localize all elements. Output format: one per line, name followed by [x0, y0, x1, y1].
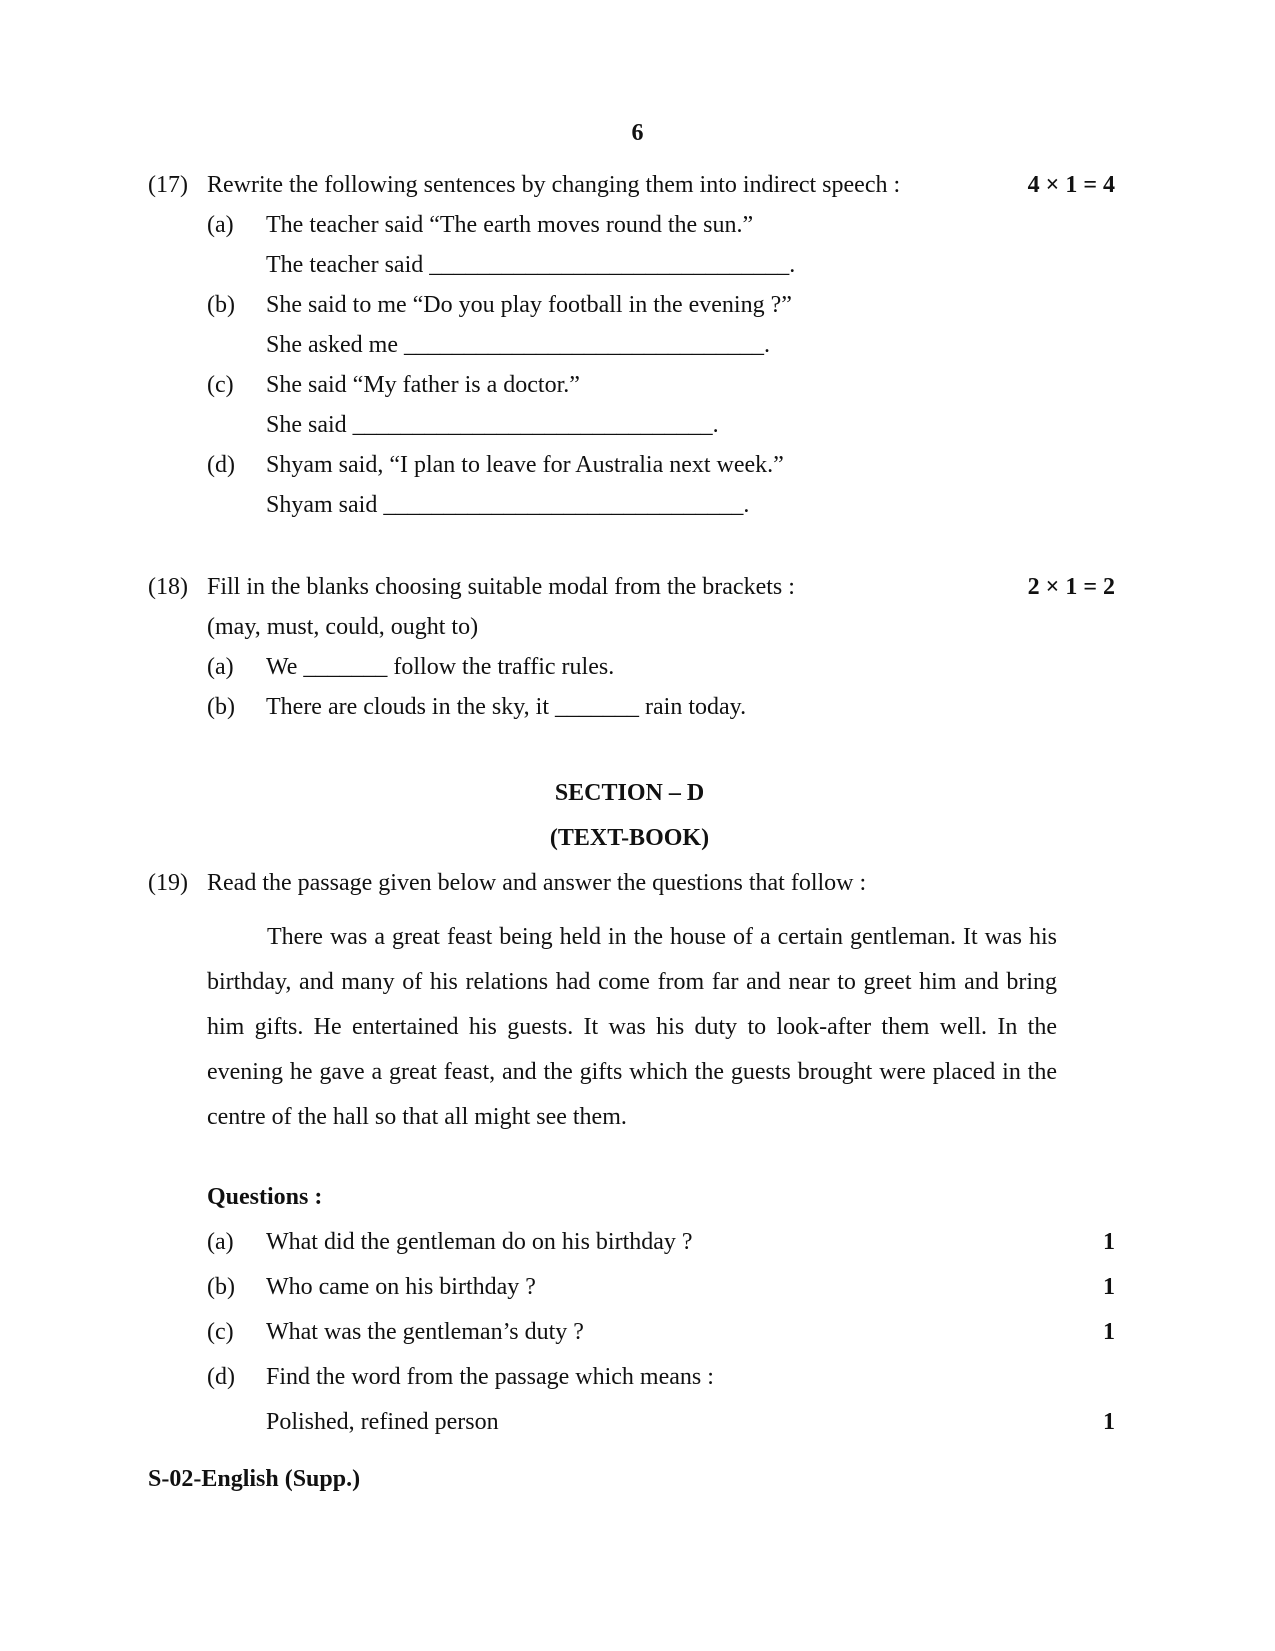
q19-question-text: What did the gentleman do on his birthday ? [266, 1229, 693, 1255]
q17-item-direct: Shyam said, “I plan to leave for Australia next week.” [266, 452, 784, 478]
section-title: SECTION – D [554, 780, 705, 806]
q17-item-answer: She asked me ______________________________. [266, 332, 770, 358]
q18-item-label: (b) [207, 694, 235, 720]
q18-options: (may, must, could, ought to) [207, 614, 479, 640]
q19-passage: There was a great feast being held in the house of a certain gentleman. It was his birthday, and many of his relations had come from far and near to greet him and bring him gifts. He entertained his guests. It was his duty to look-after them well. In the evening he gave a great feast, and the gifts which the guests brought were placed in the centre of the hall so that all might see them. [207, 924, 1057, 1130]
q17-item-direct: The teacher said “The earth moves round the sun.” [266, 212, 754, 238]
q17-item-direct: She said to me “Do you play football in the evening ?” [266, 292, 792, 318]
q17-item-answer: The teacher said ______________________________. [266, 252, 796, 278]
q19-question-marks: 1 [1103, 1229, 1115, 1255]
q18-marks: 2 × 1 = 2 [1027, 574, 1115, 600]
q19-question-text: Who came on his birthday ? [266, 1274, 536, 1300]
q17-item-label: (c) [207, 372, 234, 398]
q17-item-answer: Shyam said ______________________________. [266, 492, 750, 518]
q17-text: Rewrite the following sentences by changing them into indirect speech : [207, 172, 901, 198]
questions-heading: Questions : [207, 1184, 323, 1210]
q18-item-label: (a) [207, 654, 234, 680]
footer-code: S-02-English (Supp.) [148, 1466, 361, 1492]
q19-question-text: Find the word from the passage which means : [266, 1364, 714, 1390]
q19-question-label: (c) [207, 1319, 234, 1345]
q18-text: Fill in the blanks choosing suitable modal from the brackets : [207, 574, 795, 600]
q19-d-meaning: Polished, refined person [266, 1409, 499, 1435]
q19-text: Read the passage given below and answer the questions that follow : [207, 870, 867, 896]
q17-item-label: (b) [207, 292, 235, 318]
q19-question-label: (b) [207, 1274, 235, 1300]
q17-item-direct: She said “My father is a doctor.” [266, 372, 580, 398]
q19-number: (19) [148, 870, 188, 896]
q17-item-answer: She said ______________________________. [266, 412, 719, 438]
q19-question-marks: 1 [1103, 1319, 1115, 1345]
q17-marks: 4 × 1 = 4 [1027, 172, 1115, 198]
q17-number: (17) [148, 172, 188, 198]
q19-d-marks: 1 [1103, 1409, 1115, 1435]
q18-item-text: There are clouds in the sky, it _______ rain today. [266, 694, 747, 720]
section-subtitle: (TEXT-BOOK) [549, 825, 710, 851]
q17-item-label: (d) [207, 452, 235, 478]
q19-question-text: What was the gentleman’s duty ? [266, 1319, 584, 1345]
q19-question-label: (a) [207, 1229, 234, 1255]
page-number: 6 [631, 120, 644, 146]
q18-number: (18) [148, 574, 188, 600]
q19-question-label: (d) [207, 1364, 235, 1390]
q17-item-label: (a) [207, 212, 234, 238]
q18-item-text: We _______ follow the traffic rules. [266, 654, 615, 680]
q19-question-marks: 1 [1103, 1274, 1115, 1300]
